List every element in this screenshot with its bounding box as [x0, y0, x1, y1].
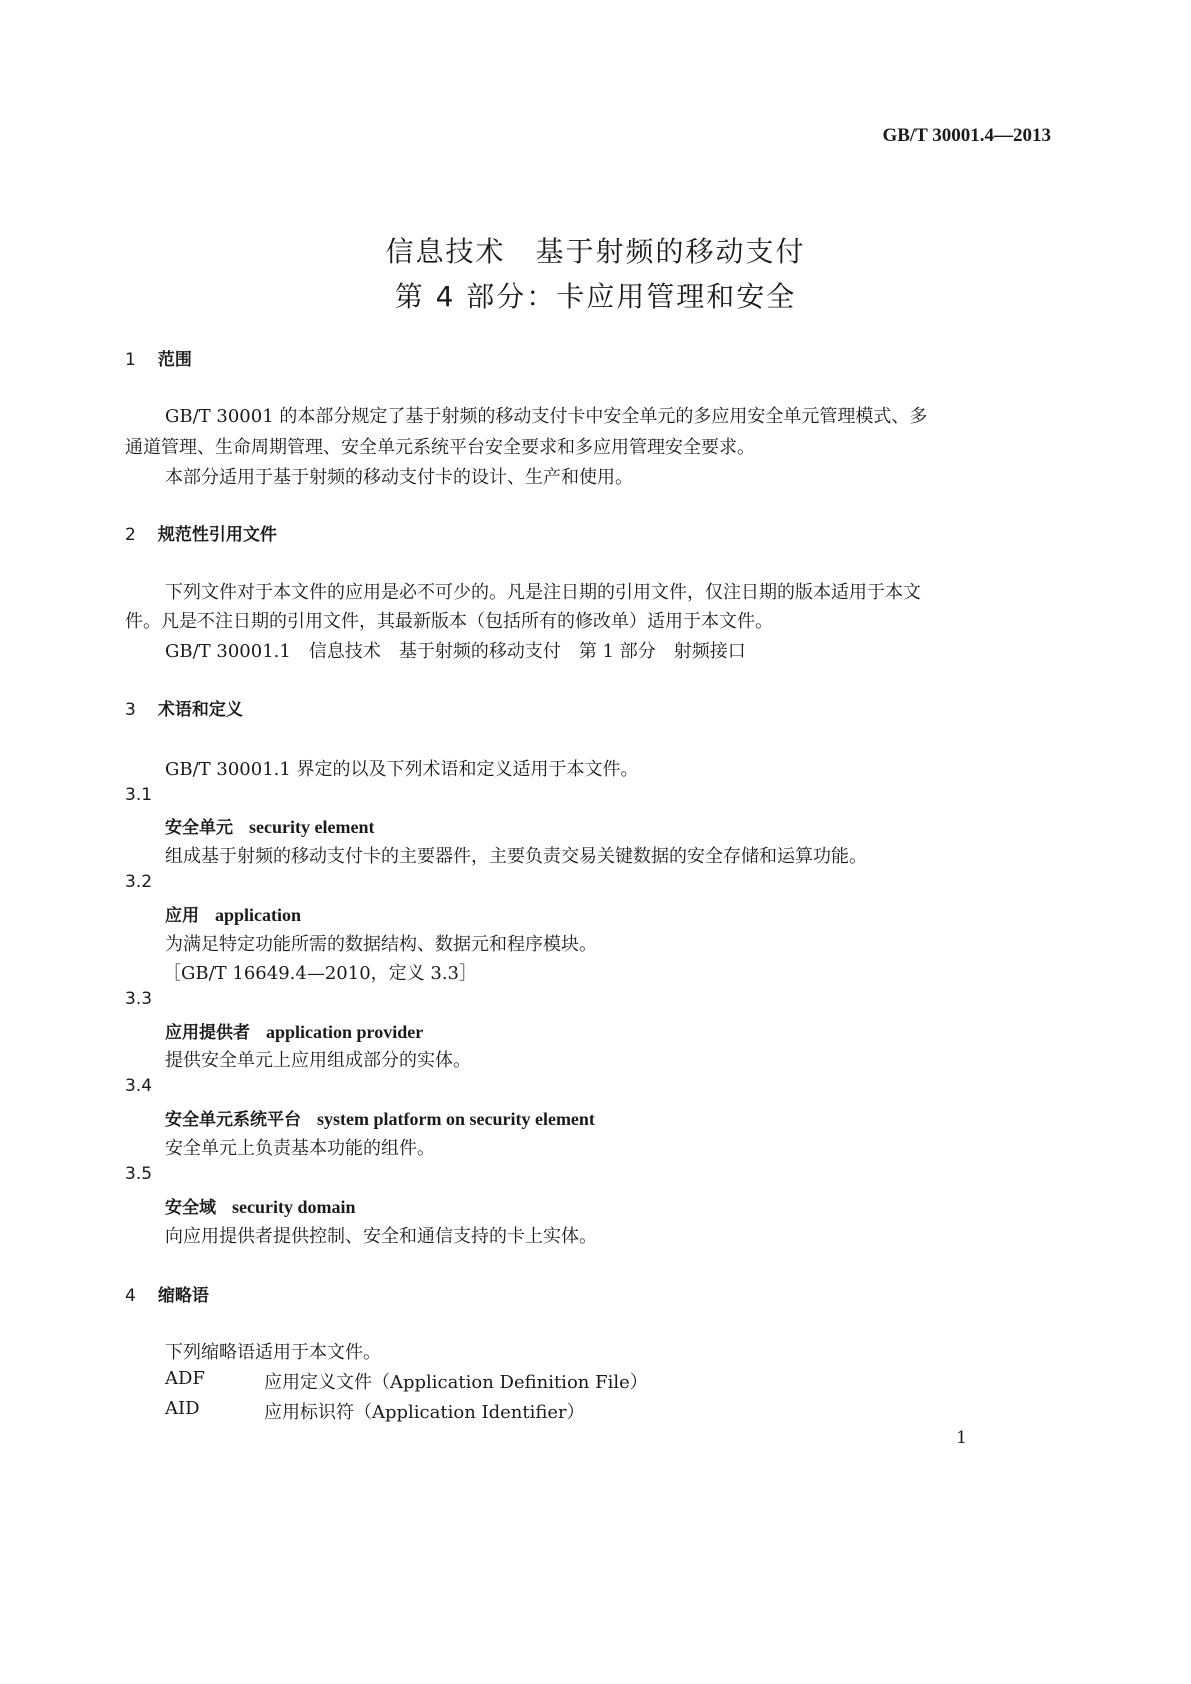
paragraph: 件。凡是不注日期的引用文件，其最新版本（包括所有的修改单）适用于本文件。 [125, 611, 773, 632]
term-english: system platform on security element [317, 1109, 595, 1129]
term-heading [165, 1193, 356, 1218]
abbreviation-description: 应用标识符（Application Identifier） [264, 1402, 585, 1423]
term-chinese: 安全域 [165, 1198, 216, 1218]
term-number: 3.2 [125, 872, 153, 892]
term-heading [165, 1105, 595, 1130]
term-definition: 组成基于射频的移动支付卡的主要器件，主要负责交易关键数据的安全存储和运算功能。 [165, 846, 867, 867]
section-number: 1 [125, 350, 136, 370]
term-definition: 安全单元上负责基本功能的组件。 [165, 1138, 435, 1159]
section-number: 4 [125, 1286, 136, 1306]
term-definition: 提供安全单元上应用组成部分的实体。 [165, 1050, 471, 1071]
term-chinese: 安全单元 [165, 818, 233, 838]
term-heading [165, 901, 301, 926]
term-definition: 为满足特定功能所需的数据结构、数据元和程序模块。 [165, 934, 597, 955]
term-definition: 向应用提供者提供控制、安全和通信支持的卡上实体。 [165, 1226, 597, 1247]
paragraph: 通道管理、生命周期管理、安全单元系统平台安全要求和多应用管理安全要求。 [125, 437, 755, 458]
paragraph: 下列缩略语适用于本文件。 [165, 1342, 381, 1363]
section-title: 规范性引用文件 [157, 525, 277, 545]
term-english: security element [249, 817, 375, 837]
term-number: 3.4 [125, 1076, 153, 1096]
term-number: 3.1 [125, 785, 153, 805]
term-number: 3.3 [125, 989, 153, 1009]
abbreviation-term: ADF [165, 1368, 205, 1389]
standard-number: GB/T 30001.4—2013 [882, 125, 1051, 146]
section-heading-scope [125, 345, 192, 370]
section-heading-normative-references [125, 520, 277, 545]
paragraph: 本部分适用于基于射频的移动支付卡的设计、生产和使用。 [165, 467, 633, 488]
term-heading [165, 1018, 423, 1043]
paragraph: GB/T 30001.1 界定的以及下列术语和定义适用于本文件。 [165, 759, 639, 780]
section-title: 术语和定义 [157, 700, 243, 720]
document-title-line2: 第 4 部分：卡应用管理和安全 [394, 280, 797, 313]
term-english: security domain [232, 1197, 356, 1217]
term-source: ［GB/T 16649.4—2010，定义 3.3］ [163, 963, 477, 984]
section-heading-abbreviations [125, 1281, 209, 1306]
abbreviation-term: AID [165, 1398, 200, 1419]
paragraph: 下列文件对于本文件的应用是必不可少的。凡是注日期的引用文件，仅注日期的版本适用于本文 [165, 582, 921, 603]
term-heading [165, 813, 374, 838]
document-title-line1: 信息技术 基于射频的移动支付 [385, 235, 806, 268]
term-chinese: 应用提供者 [165, 1023, 250, 1043]
abbreviation-description: 应用定义文件（Application Definition File） [264, 1372, 648, 1393]
term-number: 3.5 [125, 1164, 153, 1184]
term-chinese: 应用 [165, 906, 199, 926]
section-title: 范围 [157, 350, 192, 370]
section-number: 2 [125, 525, 136, 545]
term-english: application [215, 905, 302, 925]
reference-item: GB/T 30001.1 信息技术 基于射频的移动支付 第 1 部分 射频接口 [165, 641, 746, 662]
term-chinese: 安全单元系统平台 [165, 1110, 301, 1130]
section-number: 3 [125, 700, 136, 720]
section-heading-terms [125, 695, 243, 720]
term-english: application provider [266, 1022, 424, 1042]
page-number: 1 [956, 1428, 967, 1448]
section-title: 缩略语 [157, 1286, 209, 1306]
paragraph: GB/T 30001 的本部分规定了基于射频的移动支付卡中安全单元的多应用安全单元管理模式、多 [165, 406, 928, 427]
